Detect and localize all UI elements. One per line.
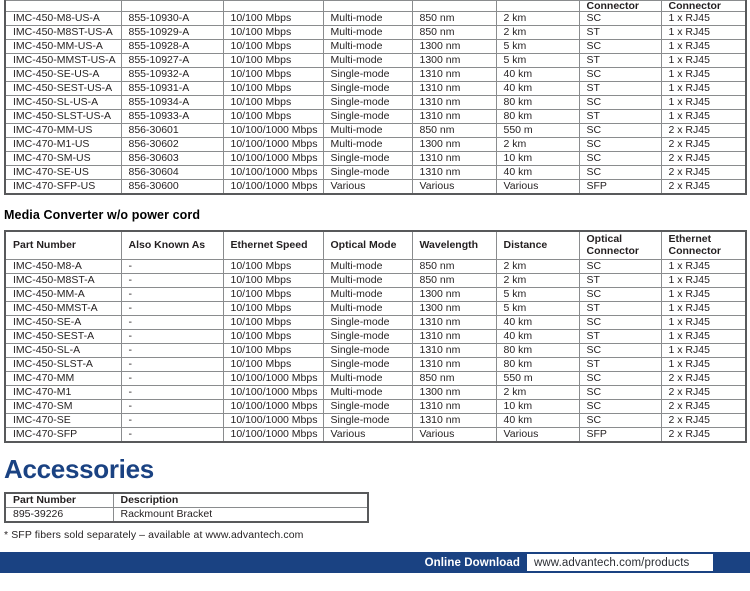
table-cell: Multi-mode bbox=[323, 287, 412, 301]
table-cell: IMC-470-M1-US bbox=[5, 138, 121, 152]
table-cell: Single-mode bbox=[323, 315, 412, 329]
table-cell: 850 nm bbox=[412, 371, 496, 385]
table-cell: SC bbox=[579, 315, 661, 329]
table-cell: IMC-450-MMST-A bbox=[5, 301, 121, 315]
table-cell: 1310 nm bbox=[412, 329, 496, 343]
table-cell: Single-mode bbox=[323, 343, 412, 357]
table-cell: Various bbox=[496, 180, 579, 195]
table-cell: - bbox=[121, 385, 223, 399]
table-cell: 2 x RJ45 bbox=[661, 371, 746, 385]
table-cell: 895-39226 bbox=[5, 507, 113, 522]
table-cell: 856-30602 bbox=[121, 138, 223, 152]
table-cell: - bbox=[121, 259, 223, 273]
table-cell: 10/100 Mbps bbox=[223, 26, 323, 40]
table-cell: Multi-mode bbox=[323, 138, 412, 152]
us-models-spec-table bbox=[4, 0, 747, 195]
table-cell: IMC-470-M1 bbox=[5, 385, 121, 399]
table-cell: 2 km bbox=[496, 259, 579, 273]
table-cell: 10/100 Mbps bbox=[223, 315, 323, 329]
download-url-text[interactable]: www.advantech.com/products bbox=[534, 556, 690, 569]
table-cell: 10/100 Mbps bbox=[223, 82, 323, 96]
table-row bbox=[5, 343, 746, 357]
table-cell: 850 nm bbox=[412, 273, 496, 287]
table-row bbox=[5, 413, 746, 427]
table-row bbox=[5, 329, 746, 343]
table-cell: Single-mode bbox=[323, 357, 412, 371]
table-cell: Multi-mode bbox=[323, 12, 412, 26]
table-cell: 2 x RJ45 bbox=[661, 427, 746, 442]
online-download-label: Online Download bbox=[424, 556, 520, 569]
table-cell: 40 km bbox=[496, 329, 579, 343]
table-row bbox=[5, 287, 746, 301]
table-cell: 1300 nm bbox=[412, 287, 496, 301]
table-cell: ST bbox=[579, 26, 661, 40]
download-url-box[interactable] bbox=[527, 554, 713, 571]
table-cell: IMC-470-SFP-US bbox=[5, 180, 121, 195]
table-cell: SC bbox=[579, 12, 661, 26]
table-cell: - bbox=[121, 413, 223, 427]
table-cell: IMC-470-MM-US bbox=[5, 124, 121, 138]
table-cell: Multi-mode bbox=[323, 371, 412, 385]
table-cell: 10/100 Mbps bbox=[223, 343, 323, 357]
table-cell: 856-30601 bbox=[121, 124, 223, 138]
footer-bar bbox=[0, 552, 750, 573]
table-cell: 5 km bbox=[496, 40, 579, 54]
table-cell: SC bbox=[579, 287, 661, 301]
table-cell: 40 km bbox=[496, 82, 579, 96]
table-cell: ST bbox=[579, 82, 661, 96]
table-row bbox=[5, 357, 746, 371]
table-row bbox=[5, 315, 746, 329]
column-header: Part Number bbox=[5, 493, 113, 508]
table-cell: - bbox=[121, 427, 223, 442]
table-cell: 10/100/1000 Mbps bbox=[223, 427, 323, 442]
table-cell: 856-30603 bbox=[121, 152, 223, 166]
column-header: Also Known As bbox=[121, 231, 223, 259]
table-cell: IMC-450-SL-A bbox=[5, 343, 121, 357]
table-cell: 1 x RJ45 bbox=[661, 110, 746, 124]
table-cell: IMC-450-SEST-US-A bbox=[5, 82, 121, 96]
table-cell: SC bbox=[579, 138, 661, 152]
table-cell: 1 x RJ45 bbox=[661, 40, 746, 54]
table-cell: SC bbox=[579, 166, 661, 180]
table-cell: 855-10933-A bbox=[121, 110, 223, 124]
table-cell: 40 km bbox=[496, 413, 579, 427]
table-cell: Various bbox=[323, 427, 412, 442]
table-cell: SC bbox=[579, 68, 661, 82]
table-cell: Multi-mode bbox=[323, 26, 412, 40]
table-cell: SFP bbox=[579, 427, 661, 442]
table-cell: 10/100/1000 Mbps bbox=[223, 152, 323, 166]
table-cell: 1 x RJ45 bbox=[661, 301, 746, 315]
column-header: Description bbox=[113, 493, 368, 508]
table-row bbox=[5, 180, 746, 195]
table-cell: 10/100 Mbps bbox=[223, 357, 323, 371]
table-cell: Multi-mode bbox=[323, 40, 412, 54]
table-cell: 10/100/1000 Mbps bbox=[223, 124, 323, 138]
table-cell: 2 x RJ45 bbox=[661, 180, 746, 195]
table-cell: 80 km bbox=[496, 357, 579, 371]
table-cell: 80 km bbox=[496, 110, 579, 124]
table-cell: SFP bbox=[579, 180, 661, 195]
table-cell: 1310 nm bbox=[412, 315, 496, 329]
table-cell: 855-10934-A bbox=[121, 96, 223, 110]
table-row bbox=[5, 96, 746, 110]
table-cell: SC bbox=[579, 40, 661, 54]
table-cell: 10/100/1000 Mbps bbox=[223, 413, 323, 427]
table-cell: SC bbox=[579, 413, 661, 427]
table-cell: 1300 nm bbox=[412, 385, 496, 399]
header-row bbox=[5, 231, 746, 259]
table-cell: 10 km bbox=[496, 399, 579, 413]
table-cell: ST bbox=[579, 357, 661, 371]
table-cell: 856-30604 bbox=[121, 166, 223, 180]
table-cell: 1 x RJ45 bbox=[661, 259, 746, 273]
table-cell: 80 km bbox=[496, 343, 579, 357]
table-cell: ST bbox=[579, 54, 661, 68]
column-header bbox=[496, 1, 579, 12]
table-cell: 855-10928-A bbox=[121, 40, 223, 54]
table-cell: IMC-470-SE bbox=[5, 413, 121, 427]
column-header: Part Number bbox=[5, 231, 121, 259]
sfp-footnote: * SFP fibers sold separately – available at www.advantech.com bbox=[4, 528, 304, 541]
table-cell: 40 km bbox=[496, 68, 579, 82]
table-cell: IMC-450-MM-A bbox=[5, 287, 121, 301]
table-cell: 10/100 Mbps bbox=[223, 68, 323, 82]
table-cell: IMC-470-MM bbox=[5, 371, 121, 385]
table-cell: 10/100 Mbps bbox=[223, 96, 323, 110]
column-header: Optical Mode bbox=[323, 231, 412, 259]
table-cell: IMC-450-SL-US-A bbox=[5, 96, 121, 110]
table-cell: 2 x RJ45 bbox=[661, 399, 746, 413]
column-header: Connector bbox=[579, 1, 661, 12]
table-cell: SC bbox=[579, 399, 661, 413]
table-cell: - bbox=[121, 343, 223, 357]
table-cell: ST bbox=[579, 301, 661, 315]
table-cell: 1310 nm bbox=[412, 343, 496, 357]
table-cell: IMC-470-SM-US bbox=[5, 152, 121, 166]
table-cell: 1 x RJ45 bbox=[661, 287, 746, 301]
table-cell: IMC-450-M8ST-A bbox=[5, 273, 121, 287]
table-cell: IMC-450-SEST-A bbox=[5, 329, 121, 343]
table-cell: 2 x RJ45 bbox=[661, 138, 746, 152]
table-cell: 1310 nm bbox=[412, 82, 496, 96]
table-cell: 80 km bbox=[496, 96, 579, 110]
table-cell: 856-30600 bbox=[121, 180, 223, 195]
table-cell: 40 km bbox=[496, 166, 579, 180]
table-cell: Various bbox=[412, 180, 496, 195]
table-cell: IMC-450-SLST-US-A bbox=[5, 110, 121, 124]
column-header: Ethernet Connector bbox=[661, 231, 746, 259]
table-cell: 1300 nm bbox=[412, 54, 496, 68]
table-cell: 1 x RJ45 bbox=[661, 273, 746, 287]
table-row bbox=[5, 26, 746, 40]
table-cell: 2 x RJ45 bbox=[661, 166, 746, 180]
table-row bbox=[5, 124, 746, 138]
table-row bbox=[5, 138, 746, 152]
table-row bbox=[5, 259, 746, 273]
table-cell: 855-10929-A bbox=[121, 26, 223, 40]
table-row bbox=[5, 82, 746, 96]
table-cell: Single-mode bbox=[323, 152, 412, 166]
table-cell: 1 x RJ45 bbox=[661, 82, 746, 96]
table-row bbox=[5, 54, 746, 68]
table-cell: Multi-mode bbox=[323, 301, 412, 315]
table-cell: SC bbox=[579, 124, 661, 138]
table-cell: 2 km bbox=[496, 12, 579, 26]
table-cell: IMC-470-SE-US bbox=[5, 166, 121, 180]
table-cell: 2 x RJ45 bbox=[661, 413, 746, 427]
table-cell: Multi-mode bbox=[323, 124, 412, 138]
table-cell: 1310 nm bbox=[412, 413, 496, 427]
table-cell: 1310 nm bbox=[412, 399, 496, 413]
table-cell: 5 km bbox=[496, 54, 579, 68]
table-cell: IMC-470-SFP bbox=[5, 427, 121, 442]
table-cell: 1 x RJ45 bbox=[661, 329, 746, 343]
table-cell: 550 m bbox=[496, 371, 579, 385]
table-cell: - bbox=[121, 329, 223, 343]
table-cell: 1 x RJ45 bbox=[661, 12, 746, 26]
table-cell: Rackmount Bracket bbox=[113, 507, 368, 522]
table-cell: 10/100 Mbps bbox=[223, 329, 323, 343]
table-cell: 10/100 Mbps bbox=[223, 12, 323, 26]
table-cell: Multi-mode bbox=[323, 259, 412, 273]
table-cell: 10/100/1000 Mbps bbox=[223, 371, 323, 385]
page-content bbox=[4, 0, 745, 541]
table-row bbox=[5, 399, 746, 413]
table-cell: 10/100 Mbps bbox=[223, 301, 323, 315]
table-cell: Single-mode bbox=[323, 329, 412, 343]
table-cell: 1300 nm bbox=[412, 301, 496, 315]
table-cell: 1310 nm bbox=[412, 68, 496, 82]
table-cell: IMC-450-SLST-A bbox=[5, 357, 121, 371]
table-cell: Single-mode bbox=[323, 110, 412, 124]
table-cell: 1 x RJ45 bbox=[661, 357, 746, 371]
column-header: Optical Connector bbox=[579, 231, 661, 259]
table-cell: 850 nm bbox=[412, 259, 496, 273]
table-cell: 850 nm bbox=[412, 124, 496, 138]
column-header: Wavelength bbox=[412, 231, 496, 259]
table-cell: ST bbox=[579, 110, 661, 124]
header-row bbox=[5, 1, 746, 12]
table-cell: ST bbox=[579, 329, 661, 343]
table-cell: Multi-mode bbox=[323, 385, 412, 399]
table-row bbox=[5, 273, 746, 287]
table-cell: 1300 nm bbox=[412, 138, 496, 152]
table-cell: SC bbox=[579, 343, 661, 357]
table-row bbox=[5, 40, 746, 54]
table-cell: 855-10930-A bbox=[121, 12, 223, 26]
table-cell: Single-mode bbox=[323, 82, 412, 96]
table-cell: ST bbox=[579, 273, 661, 287]
table-cell: 10/100/1000 Mbps bbox=[223, 399, 323, 413]
table-cell: Single-mode bbox=[323, 413, 412, 427]
column-header bbox=[412, 1, 496, 12]
table-row bbox=[5, 166, 746, 180]
table-cell: 2 x RJ45 bbox=[661, 385, 746, 399]
table-row bbox=[5, 152, 746, 166]
table-cell: 1310 nm bbox=[412, 166, 496, 180]
table-cell: 1 x RJ45 bbox=[661, 96, 746, 110]
table-cell: 10/100 Mbps bbox=[223, 40, 323, 54]
table-cell: 850 nm bbox=[412, 12, 496, 26]
table-cell: 10/100/1000 Mbps bbox=[223, 138, 323, 152]
table-cell: SC bbox=[579, 259, 661, 273]
table-cell: 2 km bbox=[496, 385, 579, 399]
table-cell: IMC-450-MMST-US-A bbox=[5, 54, 121, 68]
table-cell: Single-mode bbox=[323, 68, 412, 82]
table-cell: 10/100 Mbps bbox=[223, 110, 323, 124]
table-cell: IMC-450-SE-US-A bbox=[5, 68, 121, 82]
table-cell: Single-mode bbox=[323, 399, 412, 413]
table-cell: 40 km bbox=[496, 315, 579, 329]
table-cell: Various bbox=[496, 427, 579, 442]
table-cell: Single-mode bbox=[323, 166, 412, 180]
table-row bbox=[5, 507, 368, 522]
table-cell: 2 x RJ45 bbox=[661, 152, 746, 166]
table-cell: 10/100 Mbps bbox=[223, 287, 323, 301]
table-cell: 1 x RJ45 bbox=[661, 54, 746, 68]
table-cell: - bbox=[121, 399, 223, 413]
table-cell: IMC-450-M8-US-A bbox=[5, 12, 121, 26]
column-header: Connector bbox=[661, 1, 746, 12]
table-row bbox=[5, 68, 746, 82]
table-cell: Various bbox=[323, 180, 412, 195]
wo-power-cord-spec-table bbox=[4, 230, 747, 443]
table-cell: SC bbox=[579, 152, 661, 166]
table-cell: 1 x RJ45 bbox=[661, 68, 746, 82]
table-cell: 10/100/1000 Mbps bbox=[223, 180, 323, 195]
table-cell: Multi-mode bbox=[323, 54, 412, 68]
section-title-accessories: Accessories bbox=[4, 453, 154, 484]
table-cell: IMC-450-M8-A bbox=[5, 259, 121, 273]
table-cell: 5 km bbox=[496, 301, 579, 315]
table-cell: 2 x RJ45 bbox=[661, 124, 746, 138]
table-cell: 10/100 Mbps bbox=[223, 259, 323, 273]
table-cell: 550 m bbox=[496, 124, 579, 138]
table-cell: 1 x RJ45 bbox=[661, 315, 746, 329]
table-cell: - bbox=[121, 287, 223, 301]
table-cell: - bbox=[121, 315, 223, 329]
table-cell: 2 km bbox=[496, 26, 579, 40]
table-cell: 5 km bbox=[496, 287, 579, 301]
table-cell: 1300 nm bbox=[412, 40, 496, 54]
header-row bbox=[5, 493, 368, 508]
column-header bbox=[5, 1, 121, 12]
table-cell: - bbox=[121, 273, 223, 287]
table-cell: 1310 nm bbox=[412, 96, 496, 110]
table-cell: 10/100 Mbps bbox=[223, 273, 323, 287]
section-title-wo-power-cord: Media Converter w/o power cord bbox=[4, 208, 201, 222]
table-cell: Multi-mode bbox=[323, 273, 412, 287]
table-cell: Single-mode bbox=[323, 96, 412, 110]
table-cell: SC bbox=[579, 371, 661, 385]
table-cell: IMC-450-SE-A bbox=[5, 315, 121, 329]
table-row bbox=[5, 371, 746, 385]
table-cell: - bbox=[121, 371, 223, 385]
table-cell: 1310 nm bbox=[412, 357, 496, 371]
table-cell: 855-10927-A bbox=[121, 54, 223, 68]
table-cell: 850 nm bbox=[412, 26, 496, 40]
table-cell: IMC-450-MM-US-A bbox=[5, 40, 121, 54]
table-row bbox=[5, 385, 746, 399]
table-cell: 10/100 Mbps bbox=[223, 54, 323, 68]
table-cell: 1 x RJ45 bbox=[661, 26, 746, 40]
accessories-table bbox=[4, 492, 369, 523]
table-cell: IMC-470-SM bbox=[5, 399, 121, 413]
table-cell: 1310 nm bbox=[412, 110, 496, 124]
table-cell: Various bbox=[412, 427, 496, 442]
table-cell: 2 km bbox=[496, 138, 579, 152]
table-cell: 1 x RJ45 bbox=[661, 343, 746, 357]
table-cell: 855-10932-A bbox=[121, 68, 223, 82]
table-row bbox=[5, 301, 746, 315]
table-cell: - bbox=[121, 301, 223, 315]
table-cell: 1310 nm bbox=[412, 152, 496, 166]
table-cell: 10 km bbox=[496, 152, 579, 166]
table-row bbox=[5, 12, 746, 26]
table-cell: SC bbox=[579, 96, 661, 110]
table-cell: 10/100/1000 Mbps bbox=[223, 385, 323, 399]
column-header: Ethernet Speed bbox=[223, 231, 323, 259]
column-header bbox=[121, 1, 223, 12]
table-cell: - bbox=[121, 357, 223, 371]
table-row bbox=[5, 427, 746, 442]
table-cell: 855-10931-A bbox=[121, 82, 223, 96]
table-cell: IMC-450-M8ST-US-A bbox=[5, 26, 121, 40]
table-row bbox=[5, 110, 746, 124]
column-header bbox=[223, 1, 323, 12]
table-cell: SC bbox=[579, 385, 661, 399]
table-cell: 10/100/1000 Mbps bbox=[223, 166, 323, 180]
table-cell: 2 km bbox=[496, 273, 579, 287]
column-header: Distance bbox=[496, 231, 579, 259]
column-header bbox=[323, 1, 412, 12]
